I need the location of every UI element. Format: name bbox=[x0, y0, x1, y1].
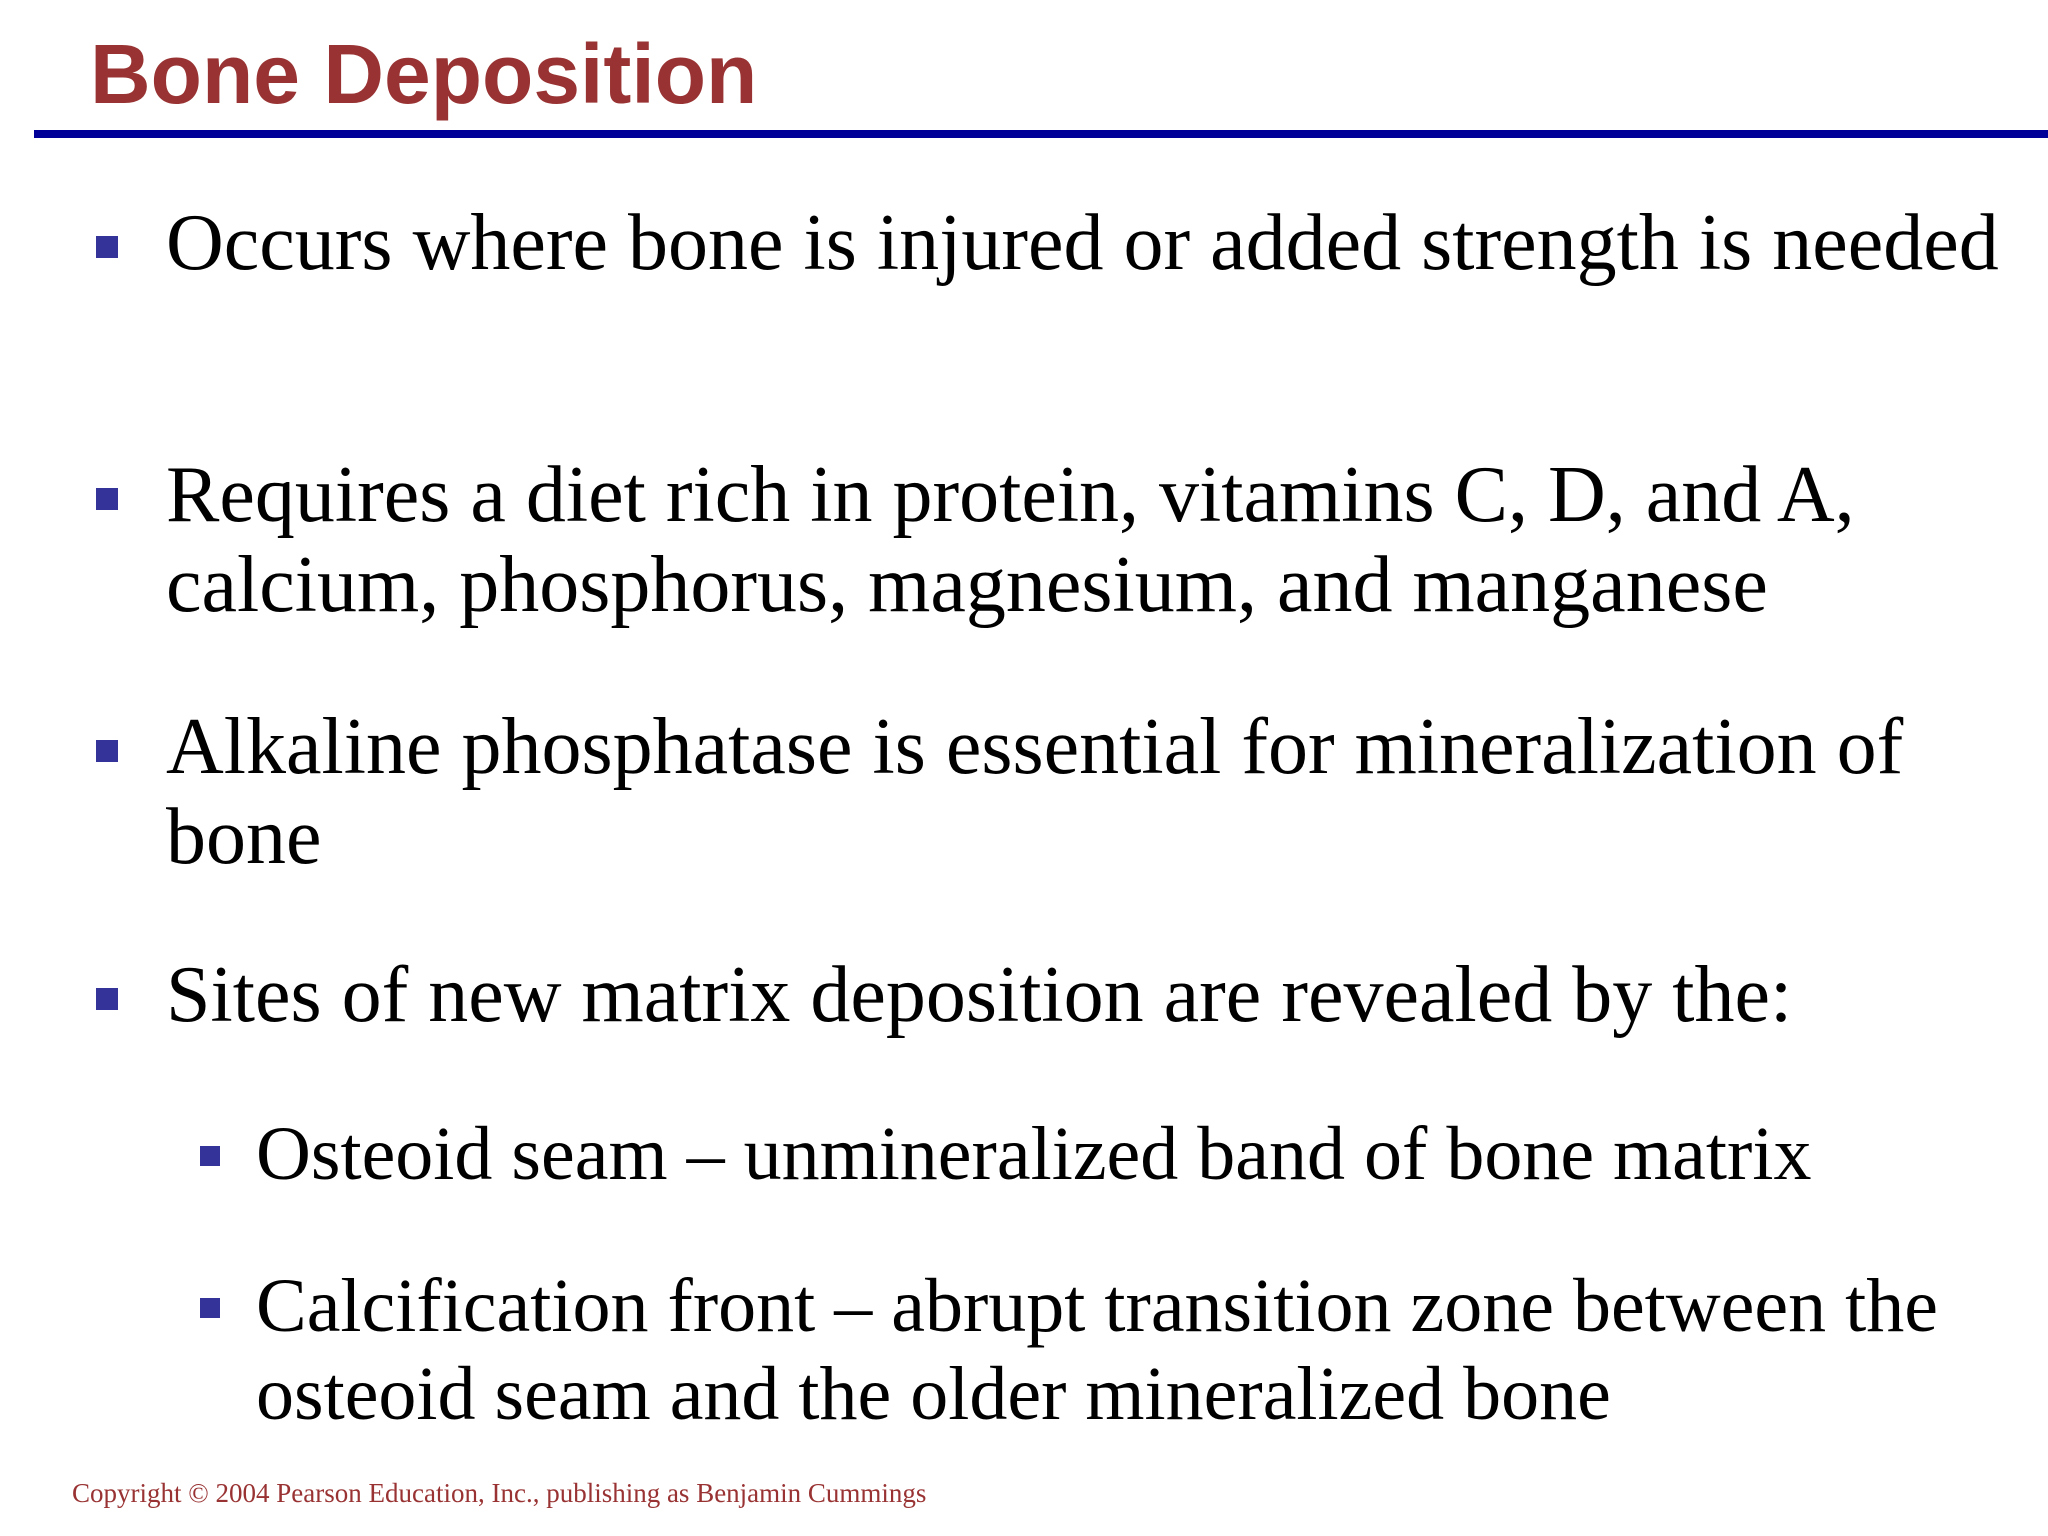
slide-title: Bone Deposition bbox=[90, 27, 758, 121]
square-bullet-icon bbox=[96, 988, 118, 1010]
bullet-text: Occurs where bone is injured or added strength is needed bbox=[166, 199, 1999, 287]
bullet-item bbox=[166, 198, 2026, 288]
square-bullet-icon bbox=[96, 488, 118, 510]
bullet-item bbox=[166, 450, 2026, 630]
square-bullet-icon bbox=[96, 236, 118, 258]
bullet-text: Sites of new matrix deposition are revealed by the: bbox=[166, 951, 1793, 1039]
square-bullet-icon bbox=[200, 1146, 220, 1166]
square-bullet-icon bbox=[96, 740, 118, 762]
bullet-text: Requires a diet rich in protein, vitamins C, D, and A, calcium, phosphorus, magnesium, and manganese bbox=[166, 451, 1855, 629]
bullet-item bbox=[166, 950, 2026, 1040]
sub-bullet-item bbox=[256, 1262, 2026, 1438]
copyright-notice: Copyright © 2004 Pearson Education, Inc., publishing as Benjamin Cummings bbox=[72, 1478, 927, 1508]
square-bullet-icon bbox=[200, 1298, 220, 1318]
sub-bullet-text: Osteoid seam – unmineralized band of bone matrix bbox=[256, 1112, 1812, 1196]
sub-bullet-item bbox=[256, 1110, 2026, 1198]
bullet-item bbox=[166, 702, 2026, 882]
sub-bullet-text: Calcification front – abrupt transition zone between the osteoid seam and the older mineralized bone bbox=[256, 1264, 1938, 1436]
bullet-text: Alkaline phosphatase is essential for mineralization of bone bbox=[166, 703, 1904, 881]
